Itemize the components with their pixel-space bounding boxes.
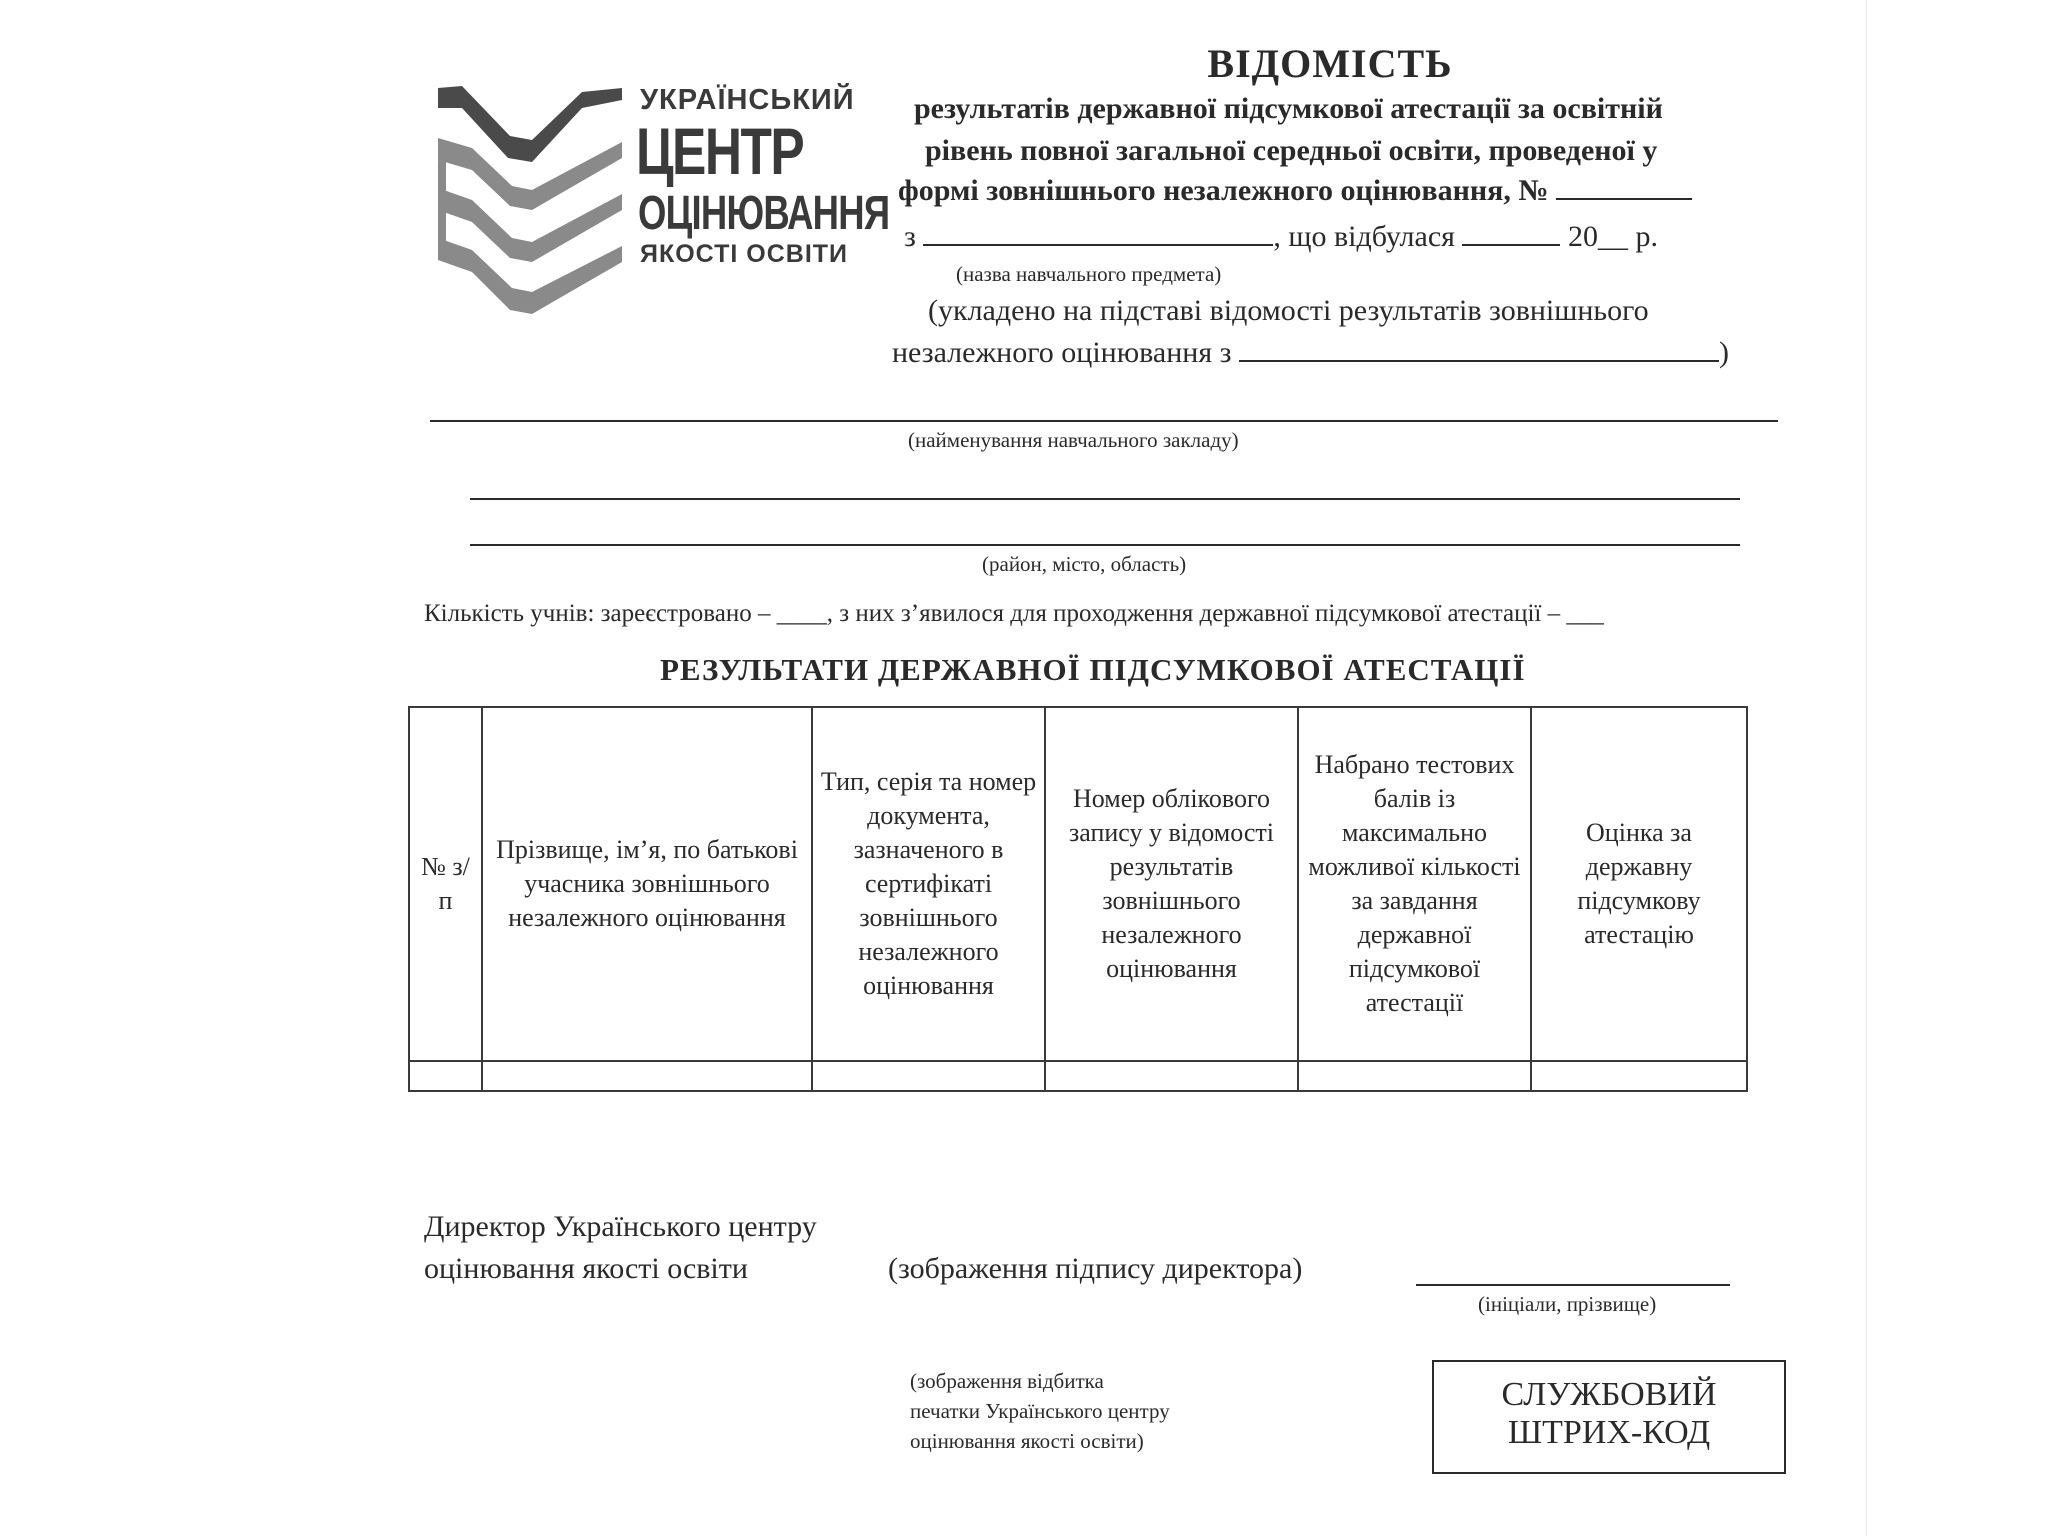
institution-line <box>430 420 1778 422</box>
basis-line2 <box>892 336 1729 370</box>
subject-caption: (назва навчального предмета) <box>956 262 1222 286</box>
initials-line <box>1416 1284 1730 1286</box>
service-barcode-box <box>1432 1360 1786 1474</box>
header-cell-document: Тип, серія та номер документа, зазначеного в сертифікаті зовнішнього незалежного оцінювання <box>812 707 1045 1061</box>
stamp-line1: (зображення відбитка <box>910 1369 1104 1393</box>
institution-caption: (найменування навчального закладу) <box>908 428 1239 452</box>
subject-prefix: з <box>904 220 916 253</box>
logo-text-line4: ЯКОСТІ ОСВІТИ <box>640 240 849 268</box>
stamp-line2: печатки Українського центру <box>910 1399 1170 1423</box>
header-line3 <box>898 174 1692 208</box>
basis-line2-text: незалежного оцінювання з <box>892 336 1232 369</box>
header-cell-grade: Оцінка за державну підсумкову атестацію <box>1531 707 1747 1061</box>
open-book-logo-icon <box>432 78 632 318</box>
location-line-2 <box>470 544 1740 546</box>
subject-middle-text: , що відбулася <box>1273 220 1455 253</box>
record-number-blank <box>1556 176 1692 200</box>
location-line-1 <box>470 498 1740 500</box>
subject-line <box>904 220 1658 254</box>
results-title: РЕЗУЛЬТАТИ ДЕРЖАВНОЇ ПІДСУМКОВОЇ АТЕСТАЦІЇ <box>660 652 1526 687</box>
header-line3-text: формі зовнішнього незалежного оцінювання, № <box>898 174 1549 207</box>
table-cell[interactable] <box>1298 1061 1531 1091</box>
table-cell[interactable] <box>409 1061 482 1091</box>
initials-caption: (ініціали, прізвище) <box>1478 1292 1657 1316</box>
logo-text-line3: ОЦІНЮВАННЯ <box>638 187 890 240</box>
basis-close: ) <box>1719 336 1729 369</box>
students-count-line <box>424 600 1604 628</box>
students-count-text: Кількість учнів: зареєстровано – ____, з них з’явилося для проходження державної підсумкової атестації – <box>424 600 1561 627</box>
year-text: 20__ р. <box>1567 220 1658 253</box>
header-cell-record: Номер облікового запису у відомості результатів зовнішнього незалежного оцінювання <box>1045 707 1298 1061</box>
header-line2: рівень повної загальної середньої освіти, проведеної у <box>925 134 1658 167</box>
basis-blank <box>1239 338 1719 362</box>
barcode-line2: ШТРИХ-КОД <box>1507 1414 1711 1451</box>
ucoyo-logo <box>432 78 890 328</box>
subject-blank <box>923 222 1273 246</box>
date-blank <box>1462 222 1560 246</box>
students-count-blank: ___ <box>1566 600 1604 627</box>
director-title-line2: оцінювання якості освіти <box>424 1252 748 1285</box>
basis-line1: (укладено на підставі відомості результатів зовнішнього <box>928 294 1649 327</box>
header-cell-number: № з/п <box>409 707 482 1061</box>
document-title: ВІДОМІСТЬ <box>1207 41 1453 86</box>
results-table <box>408 706 1748 1092</box>
table-header-row <box>409 707 1747 1061</box>
header-cell-name: Прізвище, ім’я, по батькові учасника зовнішнього незалежного оцінювання <box>482 707 812 1061</box>
table-cell[interactable] <box>482 1061 812 1091</box>
table-cell[interactable] <box>812 1061 1045 1091</box>
table-row <box>409 1061 1747 1091</box>
signature-image-placeholder: (зображення підпису директора) <box>888 1252 1303 1285</box>
logo-text-line1: УКРАЇНСЬКИЙ <box>640 84 855 116</box>
director-title-line1: Директор Українського центру <box>424 1210 817 1243</box>
stamp-placeholder <box>910 1366 1170 1456</box>
table-cell[interactable] <box>1531 1061 1747 1091</box>
header-line1: результатів державної підсумкової атестації за освітній <box>914 92 1663 125</box>
page-edge <box>1866 0 1867 1536</box>
stamp-line3: оцінювання якості освіти) <box>910 1429 1144 1453</box>
location-caption: (район, місто, область) <box>982 552 1187 576</box>
barcode-line1: СЛУЖБОВИЙ <box>1501 1376 1717 1413</box>
table-cell[interactable] <box>1045 1061 1298 1091</box>
header-cell-score: Набрано тестових балів із максимально можливої кількості за завдання державної підсумкової атестації <box>1298 707 1531 1061</box>
logo-text-line2: ЦЕНТР <box>636 114 804 188</box>
